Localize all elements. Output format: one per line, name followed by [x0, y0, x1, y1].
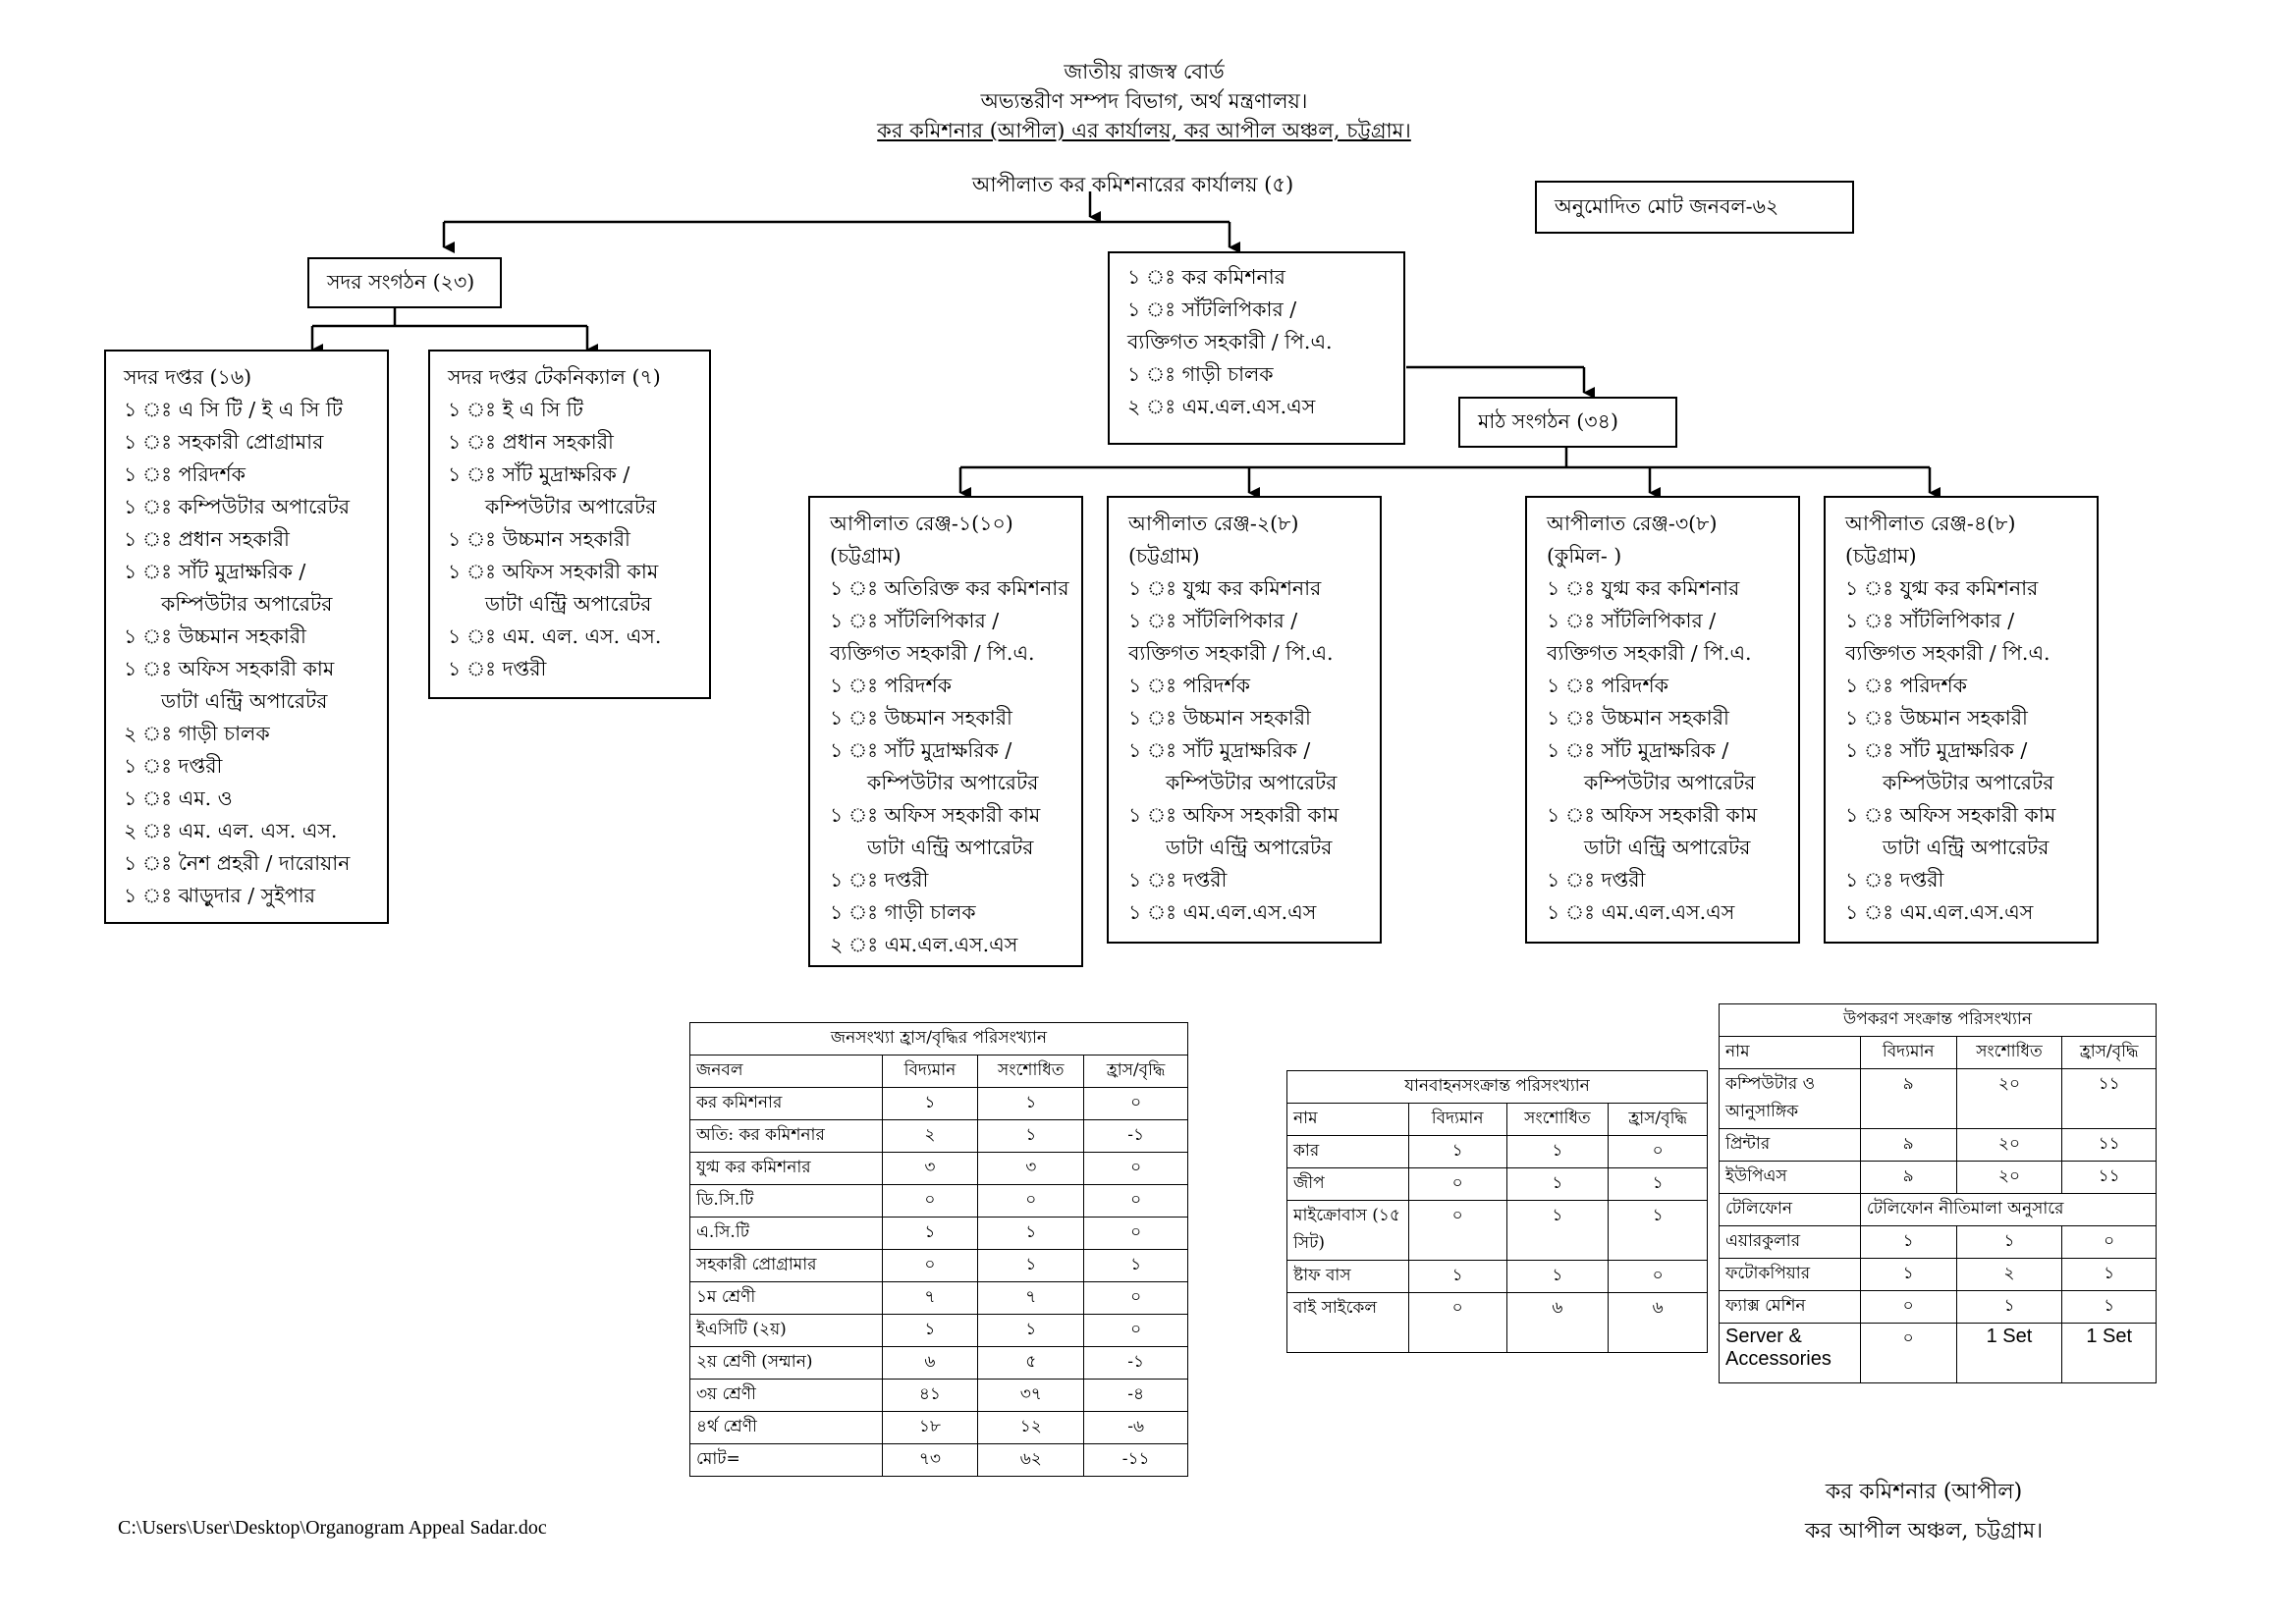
header-line-2: অভ্যন্তরীণ সম্পদ বিভাগ, অর্থ মন্ত্রণালয়।: [980, 89, 1308, 113]
table-cell: টেলিফোন নীতিমালা অনুসারে: [1860, 1194, 2156, 1226]
table-cell: ১২: [978, 1412, 1084, 1444]
approved-total-box: [1535, 181, 1854, 234]
list-item: ব্যক্তিগত সহকারী / পি.এ.: [830, 641, 1035, 665]
column-header: হ্রাস/বৃদ্ধি: [2062, 1037, 2157, 1069]
table-cell: বাই সাইকেল: [1287, 1293, 1409, 1353]
table-cell: ০: [978, 1185, 1084, 1218]
table-cell: Server & Accessories: [1720, 1324, 1861, 1383]
table-cell: -১১: [1084, 1444, 1188, 1477]
table-cell: ১৮: [882, 1412, 978, 1444]
list-item: ১ ঃ পরিদর্শক: [1547, 674, 1668, 697]
list-item: ১ ঃ পরিদর্শক: [1845, 674, 1967, 697]
list-item: ১ ঃ যুগ্ম কর কমিশনার: [1845, 576, 2039, 600]
list-item: কম্পিউটার অপারেটর: [485, 495, 657, 518]
table-cell: এয়ারকুলার: [1720, 1226, 1861, 1259]
table-cell: ইউপিএস: [1720, 1162, 1861, 1194]
field-org-label: মাঠ সংগঠন (৩৪): [1478, 409, 1618, 433]
field-org-box: [1458, 397, 1677, 448]
table-cell: ৬: [1609, 1293, 1708, 1353]
list-item: ব্যক্তিগত সহকারী / পি.এ.: [1845, 641, 2050, 665]
table-cell: ৬: [1506, 1293, 1609, 1353]
list-item: কম্পিউটার অপারেটর: [1166, 771, 1338, 794]
range-1-box: [808, 496, 1083, 967]
table-cell: ১: [1506, 1201, 1609, 1261]
table-cell: টেলিফোন: [1720, 1194, 1861, 1226]
table-row: [690, 1185, 1188, 1218]
list-item: ১ ঃ অফিস সহকারী কাম: [1845, 803, 2056, 827]
table-cell: মোট=: [690, 1444, 883, 1477]
signature-line-1: কর কমিশনার (আপীল): [1825, 1480, 2023, 1504]
table-cell: ৯: [1860, 1162, 1956, 1194]
table-cell: ১: [1408, 1261, 1506, 1293]
table-cell: ০: [1084, 1315, 1188, 1347]
list-item: ডাটা এন্ট্রি অপারেটর: [1883, 836, 2050, 859]
table-cell: ২য় শ্রেণী (সম্মান): [690, 1347, 883, 1380]
table-cell: ০: [1084, 1088, 1188, 1120]
table-row: [1720, 1226, 2157, 1259]
table-cell: ১: [1506, 1136, 1609, 1168]
equipment-stats-table: [1719, 1003, 2157, 1383]
column-header: হ্রাস/বৃদ্ধি: [1609, 1104, 1708, 1136]
sadar-org-label: সদর সংগঠন (২৩): [327, 270, 475, 294]
table-title: জনসংখ্যা হ্রাস/বৃদ্ধির পরিসংখ্যান: [690, 1023, 1188, 1056]
list-item: ১ ঃ ঝাড়ুদার / সুইপার: [124, 884, 315, 907]
box-subtitle: (চট্টগ্রাম): [830, 544, 902, 568]
table-cell: ০: [1408, 1168, 1506, 1201]
table-cell: -১: [1084, 1347, 1188, 1380]
commissioner-box: [1108, 251, 1405, 445]
column-header: সংশোধিত: [978, 1056, 1084, 1088]
table-cell: ০: [1609, 1136, 1708, 1168]
list-item: ১ ঃ অফিস সহকারী কাম: [124, 657, 335, 680]
approved-total-text: অনুমোদিত মোট জনবল-৬২: [1555, 194, 1779, 218]
list-item: কম্পিউটার অপারেটর: [161, 592, 333, 616]
table-row: [690, 1380, 1188, 1412]
list-item: ১ ঃ পরিদর্শক: [124, 462, 246, 486]
box-title: আপীলাত রেঞ্জ-৪(৮): [1845, 512, 2016, 535]
table-row: [690, 1250, 1188, 1282]
column-header: জনবল: [690, 1056, 883, 1088]
table-row: [1287, 1261, 1708, 1293]
list-item: ১ ঃ গাড়ী চালক: [1127, 362, 1274, 386]
range-3-box: [1525, 496, 1800, 944]
table-cell: প্রিন্টার: [1720, 1129, 1861, 1162]
list-item: ১ ঃ উচ্চমান সহকারী: [1128, 706, 1311, 730]
table-cell: ১: [1956, 1226, 2062, 1259]
list-item: ১ ঃ অফিস সহকারী কাম: [1128, 803, 1339, 827]
list-item: ১ ঃ অফিস সহকারী কাম: [448, 560, 659, 583]
manpower-stats-table: [689, 1022, 1188, 1477]
table-cell: ১: [1408, 1136, 1506, 1168]
table-cell: ৬: [882, 1347, 978, 1380]
table-cell: -৪: [1084, 1380, 1188, 1412]
column-header: সংশোধিত: [1956, 1037, 2062, 1069]
list-item: ১ ঃ অতিরিক্ত কর কমিশনার: [830, 576, 1069, 600]
table-row: [1720, 1291, 2157, 1324]
column-header: হ্রাস/বৃদ্ধি: [1084, 1056, 1188, 1088]
table-cell: এ.সি.টি: [690, 1218, 883, 1250]
table-cell: ১: [978, 1088, 1084, 1120]
table-row: [1720, 1259, 2157, 1291]
table-row: [1720, 1069, 2157, 1129]
list-item: ১ ঃ সাঁটলিপিকার /: [830, 609, 1000, 632]
list-item: ১ ঃ সাঁট মুদ্রাক্ষরিক /: [1547, 738, 1729, 762]
list-item: ১ ঃ সাঁট মুদ্রাক্ষরিক /: [448, 462, 630, 486]
table-cell: সহকারী প্রোগ্রামার: [690, 1250, 883, 1282]
list-item: ১ ঃ সাঁট মুদ্রাক্ষরিক /: [124, 560, 306, 583]
list-item: ১ ঃ সাঁট মুদ্রাক্ষরিক /: [830, 738, 1012, 762]
header-line-3: কর কমিশনার (আপীল) এর কার্যালয়, কর আপীল অঞ্চল, চট্টগ্রাম।: [877, 119, 1411, 142]
table-cell: ৭: [978, 1282, 1084, 1315]
list-item: ডাটা এন্ট্রি অপারেটর: [1584, 836, 1751, 859]
table-cell: -৬: [1084, 1412, 1188, 1444]
table-cell: ০: [1084, 1218, 1188, 1250]
list-item: ডাটা এন্ট্রি অপারেটর: [867, 836, 1034, 859]
table-cell: ০: [1860, 1324, 1956, 1383]
table-cell: ০: [1084, 1153, 1188, 1185]
table-cell: ১: [978, 1250, 1084, 1282]
table-row: [690, 1153, 1188, 1185]
table-cell: ১: [978, 1315, 1084, 1347]
column-header: বিদ্যমান: [1860, 1037, 1956, 1069]
column-header: সংশোধিত: [1506, 1104, 1609, 1136]
table-cell: ১: [978, 1218, 1084, 1250]
table-cell: ৬২: [978, 1444, 1084, 1477]
table-cell: ৪১: [882, 1380, 978, 1412]
table-cell: ১: [1609, 1201, 1708, 1261]
list-item: ১ ঃ এম.এল.এস.এস: [1128, 900, 1317, 924]
table-cell: ০: [882, 1185, 978, 1218]
table-cell: ১১: [2062, 1129, 2157, 1162]
table-cell: ১: [1860, 1259, 1956, 1291]
table-cell: কার: [1287, 1136, 1409, 1168]
table-cell: ০: [1609, 1261, 1708, 1293]
table-cell: ৪র্থ শ্রেণী: [690, 1412, 883, 1444]
list-item: ১ ঃ দপ্তরী: [448, 657, 547, 680]
list-item: ১ ঃ যুগ্ম কর কমিশনার: [1547, 576, 1740, 600]
table-cell: ৩: [978, 1153, 1084, 1185]
list-item: ১ ঃ উচ্চমান সহকারী: [830, 706, 1012, 730]
table-cell: ২: [1956, 1259, 2062, 1291]
list-item: ব্যক্তিগত সহকারী / পি.এ.: [1127, 330, 1333, 353]
column-header: নাম: [1287, 1104, 1409, 1136]
table-row: [690, 1412, 1188, 1444]
table-cell: যুগ্ম কর কমিশনার: [690, 1153, 883, 1185]
table-row: [690, 1088, 1188, 1120]
list-item: ১ ঃ দপ্তরী: [1845, 868, 1944, 892]
list-item: ১ ঃ সাঁটলিপিকার /: [1547, 609, 1717, 632]
list-item: ১ ঃ এম. এল. এস. এস.: [448, 624, 662, 648]
list-item: ১ ঃ এম.এল.এস.এস: [1845, 900, 2034, 924]
list-item: ১ ঃ এম.এল.এস.এস: [1547, 900, 1735, 924]
list-item: কম্পিউটার অপারেটর: [1883, 771, 2054, 794]
list-item: ১ ঃ পরিদর্শক: [1128, 674, 1250, 697]
list-item: ১ ঃ এ সি টি / ই এ সি টি: [124, 398, 343, 421]
vehicle-stats-table: [1286, 1070, 1708, 1353]
list-item: ১ ঃ প্রধান সহকারী: [124, 527, 290, 551]
column-header: বিদ্যমান: [882, 1056, 978, 1088]
box-title: আপীলাত রেঞ্জ-৩(৮): [1547, 512, 1718, 535]
list-item: ১ ঃ উচ্চমান সহকারী: [1845, 706, 2028, 730]
sadar-office-box: [104, 350, 389, 924]
file-path: C:\Users\User\Desktop\Organogram Appeal Sadar.doc: [118, 1517, 547, 1539]
column-header: নাম: [1720, 1037, 1861, 1069]
table-cell: ফটোকপিয়ার: [1720, 1259, 1861, 1291]
table-row: [690, 1444, 1188, 1477]
table-cell: ৭৩: [882, 1444, 978, 1477]
table-cell: ২০: [1956, 1129, 2062, 1162]
table-cell: ১: [1860, 1226, 1956, 1259]
table-cell: ৭: [882, 1282, 978, 1315]
table-cell: ফ্যাক্স মেশিন: [1720, 1291, 1861, 1324]
box-title: সদর দপ্তর (১৬): [124, 365, 252, 389]
list-item: ১ ঃ পরিদর্শক: [830, 674, 952, 697]
table-cell: ০: [1408, 1201, 1506, 1261]
table-cell: ০: [882, 1250, 978, 1282]
list-item: ১ ঃ সাঁটলিপিকার /: [1845, 609, 2015, 632]
list-item: ১ ঃ ই এ সি টি: [448, 398, 583, 421]
list-item: ১ ঃ নৈশ প্রহরী / দারোয়ান: [124, 851, 351, 875]
table-cell: ০: [2062, 1226, 2157, 1259]
header-line-1: জাতীয় রাজস্ব বোর্ড: [1064, 60, 1225, 83]
list-item: ১ ঃ সাঁট মুদ্রাক্ষরিক /: [1845, 738, 2028, 762]
table-cell: ৯: [1860, 1129, 1956, 1162]
table-cell: ১: [2062, 1291, 2157, 1324]
list-item: ডাটা এন্ট্রি অপারেটর: [485, 592, 652, 616]
table-row: [1287, 1168, 1708, 1201]
list-item: ১ ঃ কম্পিউটার অপারেটর: [124, 495, 351, 518]
range-2-box: [1107, 496, 1382, 944]
table-row: [1287, 1136, 1708, 1168]
table-cell: ডি.সি.টি: [690, 1185, 883, 1218]
table-cell: 1 Set: [1956, 1324, 2062, 1383]
table-cell: ০: [1860, 1291, 1956, 1324]
table-cell: ২: [882, 1120, 978, 1153]
list-item: ১ ঃ প্রধান সহকারী: [448, 430, 614, 454]
list-item: ২ ঃ এম.এল.এস.এস: [1127, 395, 1316, 418]
table-row: [1720, 1129, 2157, 1162]
table-row: [690, 1347, 1188, 1380]
list-item: ১ ঃ দপ্তরী: [830, 868, 929, 892]
table-row: [1720, 1194, 2157, 1226]
table-cell: ১১: [2062, 1069, 2157, 1129]
table-cell: ষ্টাফ বাস: [1287, 1261, 1409, 1293]
list-item: ১ ঃ এম. ও: [124, 786, 233, 810]
list-item: ১ ঃ যুগ্ম কর কমিশনার: [1128, 576, 1322, 600]
table-row: [1287, 1293, 1708, 1353]
list-item: ১ ঃ দপ্তরী: [124, 754, 223, 778]
table-row: [1287, 1201, 1708, 1261]
list-item: কম্পিউটার অপারেটর: [1584, 771, 1756, 794]
table-cell: ৯: [1860, 1069, 1956, 1129]
table-cell: ১: [2062, 1259, 2157, 1291]
table-cell: ১: [1956, 1291, 2062, 1324]
list-item: কম্পিউটার অপারেটর: [867, 771, 1039, 794]
list-item: ১ ঃ উচ্চমান সহকারী: [448, 527, 630, 551]
table-cell: ১: [978, 1120, 1084, 1153]
table-cell: ৩৭: [978, 1380, 1084, 1412]
list-item: ডাটা এন্ট্রি অপারেটর: [161, 689, 328, 713]
table-cell: কম্পিউটার ও আনুসাঙ্গিক: [1720, 1069, 1861, 1129]
table-cell: কর কমিশনার: [690, 1088, 883, 1120]
table-cell: ০: [1408, 1293, 1506, 1353]
top-node-label: আপীলাত কর কমিশনারের কার্যালয় (৫): [972, 173, 1294, 196]
column-header: বিদ্যমান: [1408, 1104, 1506, 1136]
table-cell: ৫: [978, 1347, 1084, 1380]
list-item: ২ ঃ গাড়ী চালক: [124, 722, 270, 745]
box-subtitle: (কুমিল- ): [1547, 544, 1622, 568]
table-cell: মাইক্রোবাস (১৫ সিট): [1287, 1201, 1409, 1261]
table-cell: ০: [1084, 1185, 1188, 1218]
table-cell: অতি: কর কমিশনার: [690, 1120, 883, 1153]
list-item: ১ ঃ সহকারী প্রোগ্রামার: [124, 430, 324, 454]
table-cell: ৩য় শ্রেণী: [690, 1380, 883, 1412]
list-item: ১ ঃ দপ্তরী: [1547, 868, 1646, 892]
table-row: [690, 1218, 1188, 1250]
box-subtitle: (চট্টগ্রাম): [1845, 544, 1917, 568]
list-item: ২ ঃ এম. এল. এস. এস.: [124, 819, 338, 842]
sadar-technical-box: [428, 350, 711, 699]
list-item: ২ ঃ এম.এল.এস.এস: [830, 933, 1018, 956]
signature-line-2: কর আপীল অঞ্চল, চট্টগ্রাম।: [1805, 1519, 2044, 1543]
box-title: আপীলাত রেঞ্জ-১(১০): [830, 512, 1013, 535]
table-cell: ১: [1506, 1168, 1609, 1201]
list-item: ১ ঃ উচ্চমান সহকারী: [1547, 706, 1729, 730]
table-cell: ১ম শ্রেণী: [690, 1282, 883, 1315]
table-cell: ২০: [1956, 1162, 2062, 1194]
list-item: ১ ঃ উচ্চমান সহকারী: [124, 624, 306, 648]
list-item: ১ ঃ অফিস সহকারী কাম: [830, 803, 1041, 827]
table-title: যানবাহনসংক্রান্ত পরিসংখ্যান: [1287, 1071, 1708, 1104]
table-cell: ১: [1084, 1250, 1188, 1282]
range-4-box: [1824, 496, 2099, 944]
list-item: ১ ঃ কর কমিশনার: [1127, 265, 1285, 289]
list-item: ব্যক্তিগত সহকারী / পি.এ.: [1547, 641, 1752, 665]
table-cell: জীপ: [1287, 1168, 1409, 1201]
list-item: ১ ঃ সাঁটলিপিকার /: [1128, 609, 1298, 632]
table-row: [1720, 1162, 2157, 1194]
list-item: ১ ঃ গাড়ী চালক: [830, 900, 976, 924]
list-item: ১ ঃ দপ্তরী: [1128, 868, 1228, 892]
table-cell: ১: [882, 1088, 978, 1120]
table-cell: ১: [882, 1315, 978, 1347]
table-cell: 1 Set: [2062, 1324, 2157, 1383]
list-item: ১ ঃ সাঁট মুদ্রাক্ষরিক /: [1128, 738, 1311, 762]
table-cell: ১১: [2062, 1162, 2157, 1194]
table-cell: ১: [882, 1218, 978, 1250]
list-item: ডাটা এন্ট্রি অপারেটর: [1166, 836, 1333, 859]
org-header: [766, 57, 1522, 145]
table-row: [1720, 1324, 2157, 1383]
signature-block: [1805, 1473, 2043, 1551]
table-title: উপকরণ সংক্রান্ত পরিসংখ্যান: [1720, 1004, 2157, 1037]
box-subtitle: (চট্টগ্রাম): [1128, 544, 1200, 568]
table-cell: ২০: [1956, 1069, 2062, 1129]
list-item: ১ ঃ সাঁটলিপিকার /: [1127, 298, 1297, 321]
table-cell: ১: [1609, 1168, 1708, 1201]
table-cell: ৩: [882, 1153, 978, 1185]
table-row: [690, 1315, 1188, 1347]
table-row: [690, 1282, 1188, 1315]
table-cell: ০: [1084, 1282, 1188, 1315]
box-title: আপীলাত রেঞ্জ-২(৮): [1128, 512, 1299, 535]
table-row: [690, 1120, 1188, 1153]
sadar-org-box: [307, 257, 502, 308]
table-cell: -১: [1084, 1120, 1188, 1153]
list-item: ১ ঃ অফিস সহকারী কাম: [1547, 803, 1758, 827]
box-title: সদর দপ্তর টেকনিক্যাল (৭): [448, 365, 661, 389]
table-cell: ১: [1506, 1261, 1609, 1293]
table-cell: ইএসিটি (২য়): [690, 1315, 883, 1347]
list-item: ব্যক্তিগত সহকারী / পি.এ.: [1128, 641, 1334, 665]
